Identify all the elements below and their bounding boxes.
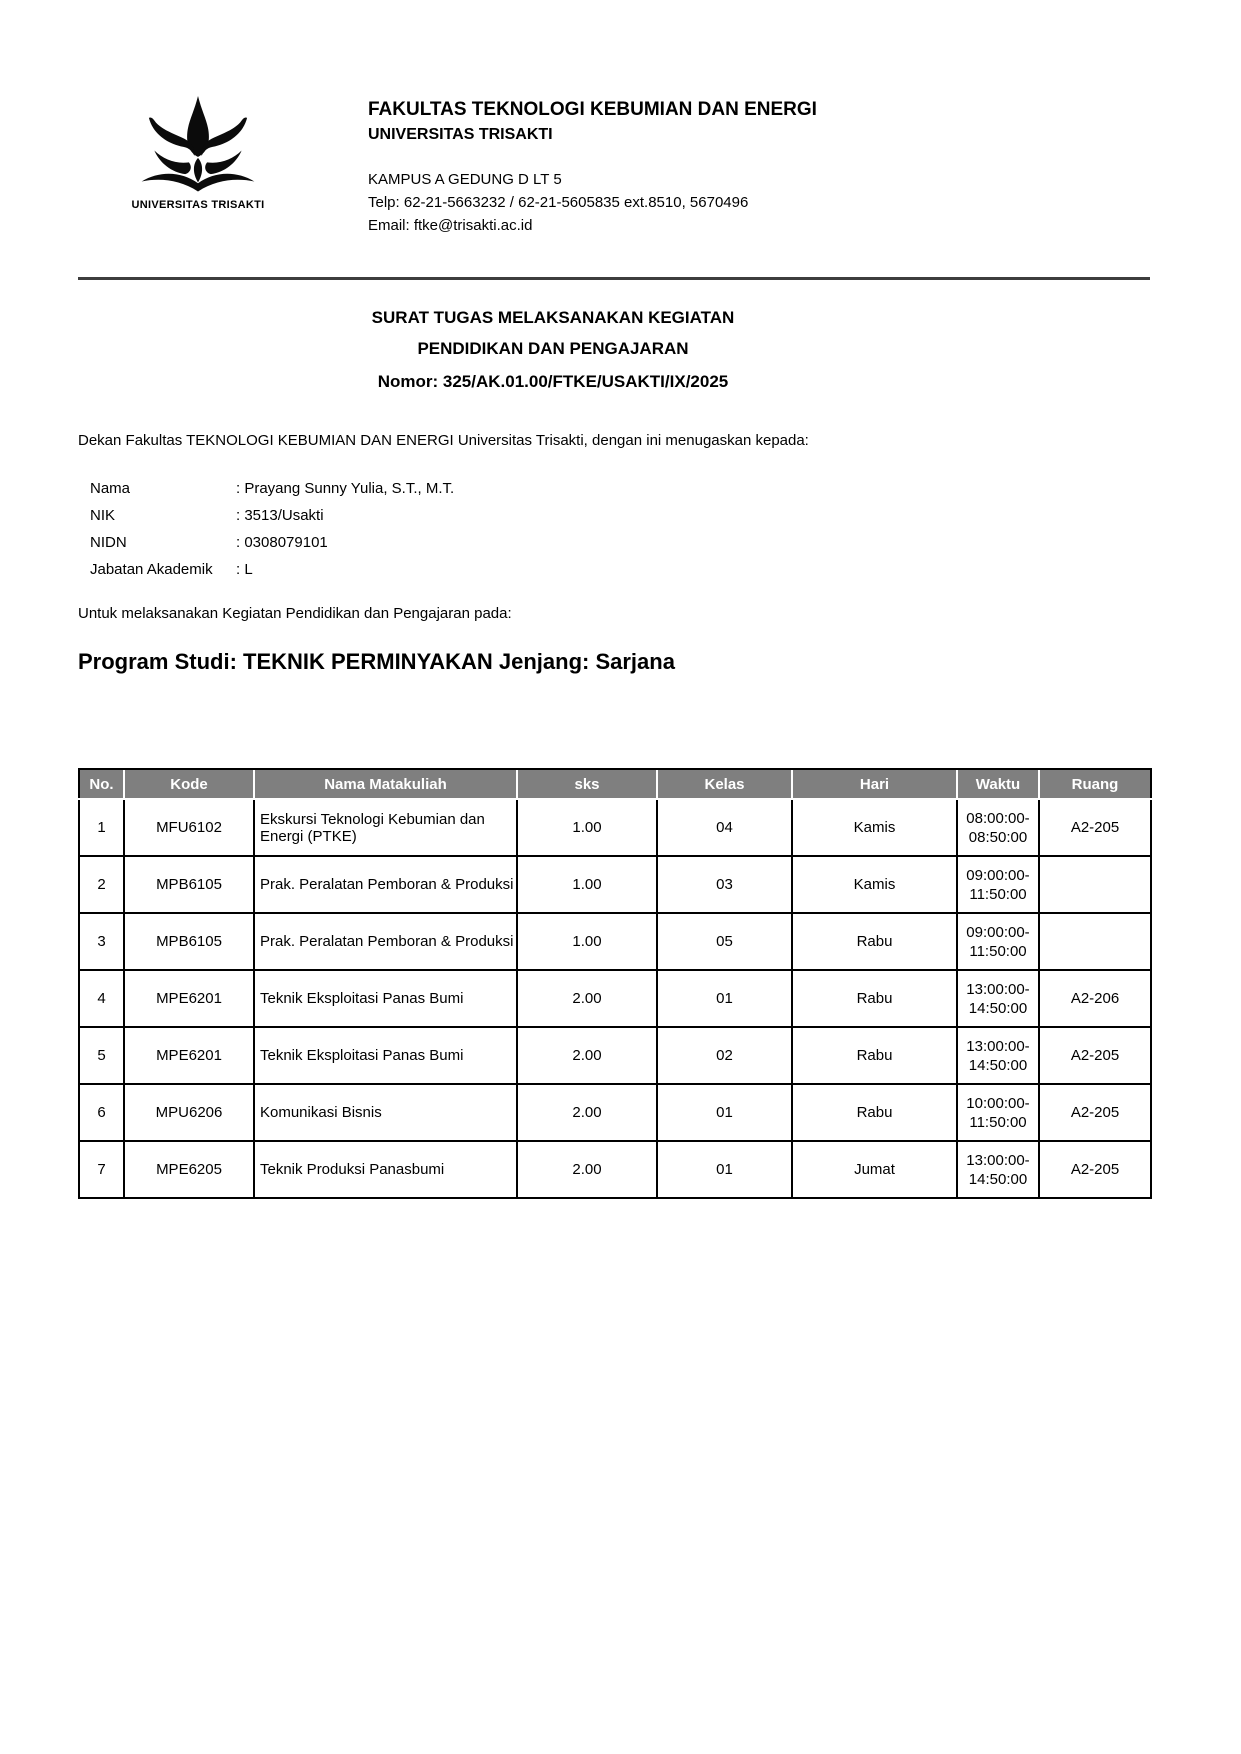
cell-nama: Komunikasi Bisnis xyxy=(254,1084,517,1141)
field-value: : Prayang Sunny Yulia, S.T., M.T. xyxy=(236,480,455,497)
cell-nama: Teknik Produksi Panasbumi xyxy=(254,1141,517,1198)
table-row xyxy=(79,1141,1151,1198)
program-heading: Program Studi: TEKNIK PERMINYAKAN Jenjang: Sarjana xyxy=(78,649,675,674)
cell-kode: MPB6105 xyxy=(124,913,254,970)
cell-hari: Jumat xyxy=(792,1141,957,1198)
column-header-kelas: Kelas xyxy=(657,769,792,799)
cell-sks: 2.00 xyxy=(517,970,657,1027)
cell-sks: 2.00 xyxy=(517,1027,657,1084)
cell-no: 2 xyxy=(79,856,124,913)
cell-kelas: 01 xyxy=(657,970,792,1027)
purpose-paragraph: Untuk melaksanakan Kegiatan Pendidikan dan Pengajaran pada: xyxy=(78,605,512,622)
column-header-nama: Nama Matakuliah xyxy=(254,769,517,799)
table-row xyxy=(79,913,1151,970)
cell-hari: Rabu xyxy=(792,913,957,970)
field-label: NIDN xyxy=(90,534,127,551)
field-row-nik xyxy=(90,502,1150,529)
cell-waktu: 09:00:00-11:50:00 xyxy=(957,856,1039,913)
column-header-kode: Kode xyxy=(124,769,254,799)
letter-title-line2: PENDIDIKAN DAN PENGAJARAN xyxy=(417,339,689,358)
cell-no: 6 xyxy=(79,1084,124,1141)
phone-line: Telp: 62-21-5663232 / 62-21-5605835 ext.8510, 5670496 xyxy=(368,194,749,211)
cell-ruang: A2-205 xyxy=(1039,1141,1151,1198)
cell-waktu: 10:00:00-11:50:00 xyxy=(957,1084,1039,1141)
table-body xyxy=(79,799,1151,1198)
column-header-sks: sks xyxy=(517,769,657,799)
cell-kelas: 02 xyxy=(657,1027,792,1084)
cell-kelas: 04 xyxy=(657,799,792,856)
recipient-fields xyxy=(78,475,1150,583)
cell-kode: MPB6105 xyxy=(124,856,254,913)
cell-kode: MPE6205 xyxy=(124,1141,254,1198)
column-header-hari: Hari xyxy=(792,769,957,799)
cell-waktu: 08:00:00-08:50:00 xyxy=(957,799,1039,856)
contact-block xyxy=(368,168,817,237)
column-header-no: No. xyxy=(79,769,124,799)
cell-ruang: A2-205 xyxy=(1039,1027,1151,1084)
cell-sks: 1.00 xyxy=(517,856,657,913)
field-value: : 3513/Usakti xyxy=(236,507,324,524)
cell-no: 5 xyxy=(79,1027,124,1084)
letter-title-line1: SURAT TUGAS MELAKSANAKAN KEGIATAN xyxy=(371,308,735,327)
cell-hari: Kamis xyxy=(792,799,957,856)
cell-sks: 1.00 xyxy=(517,799,657,856)
table-head xyxy=(79,769,1151,799)
column-header-ruang: Ruang xyxy=(1039,769,1151,799)
cell-nama: Teknik Eksploitasi Panas Bumi xyxy=(254,1027,517,1084)
field-label: NIK xyxy=(90,507,116,524)
email-line: Email: ftke@trisakti.ac.id xyxy=(368,217,533,234)
cell-waktu: 13:00:00-14:50:00 xyxy=(957,1141,1039,1198)
cell-sks: 1.00 xyxy=(517,913,657,970)
letterhead xyxy=(78,96,1150,237)
field-row-jabatan xyxy=(90,556,1150,583)
cell-kode: MPU6206 xyxy=(124,1084,254,1141)
cell-ruang: A2-205 xyxy=(1039,1084,1151,1141)
cell-hari: Kamis xyxy=(792,856,957,913)
cell-ruang xyxy=(1039,856,1151,913)
cell-no: 1 xyxy=(79,799,124,856)
cell-no: 3 xyxy=(79,913,124,970)
letter-title xyxy=(78,302,1028,397)
cell-ruang: A2-206 xyxy=(1039,970,1151,1027)
field-row-nidn xyxy=(90,529,1150,556)
cell-nama: Prak. Peralatan Pemboran & Produksi xyxy=(254,856,517,913)
cell-waktu: 13:00:00-14:50:00 xyxy=(957,1027,1039,1084)
cell-sks: 2.00 xyxy=(517,1141,657,1198)
cell-kelas: 01 xyxy=(657,1084,792,1141)
cell-ruang: A2-205 xyxy=(1039,799,1151,856)
letterhead-divider xyxy=(78,277,1150,280)
intro-paragraph: Dekan Fakultas TEKNOLOGI KEBUMIAN DAN ENERGI Universitas Trisakti, dengan ini menugaskan kepada: xyxy=(78,432,809,449)
courses-table xyxy=(78,768,1152,1199)
cell-waktu: 13:00:00-14:50:00 xyxy=(957,970,1039,1027)
field-row-nama xyxy=(90,475,1150,502)
cell-nama: Ekskursi Teknologi Kebumian dan Energi (PTKE) xyxy=(254,799,517,856)
field-value: : L xyxy=(236,561,253,578)
table-row xyxy=(79,799,1151,856)
cell-nama: Teknik Eksploitasi Panas Bumi xyxy=(254,970,517,1027)
campus-address: KAMPUS A GEDUNG D LT 5 xyxy=(368,171,562,188)
cell-hari: Rabu xyxy=(792,970,957,1027)
cell-kelas: 05 xyxy=(657,913,792,970)
faculty-name: FAKULTAS TEKNOLOGI KEBUMIAN DAN ENERGI xyxy=(368,99,817,120)
cell-kode: MPE6201 xyxy=(124,1027,254,1084)
cell-kelas: 01 xyxy=(657,1141,792,1198)
cell-kelas: 03 xyxy=(657,856,792,913)
cell-sks: 2.00 xyxy=(517,1084,657,1141)
field-label: Jabatan Akademik xyxy=(90,561,213,578)
cell-hari: Rabu xyxy=(792,1027,957,1084)
table-row xyxy=(79,1027,1151,1084)
cell-kode: MFU6102 xyxy=(124,799,254,856)
table-row xyxy=(79,1084,1151,1141)
table-header-row xyxy=(79,769,1151,799)
cell-ruang xyxy=(1039,913,1151,970)
letterhead-info xyxy=(368,96,817,237)
logo-caption: UNIVERSITAS TRISAKTI xyxy=(131,199,265,211)
cell-waktu: 09:00:00-11:50:00 xyxy=(957,913,1039,970)
field-value: : 0308079101 xyxy=(236,534,328,551)
university-logo xyxy=(78,96,318,211)
cell-no: 4 xyxy=(79,970,124,1027)
table-row xyxy=(79,970,1151,1027)
cell-nama: Prak. Peralatan Pemboran & Produksi xyxy=(254,913,517,970)
trisakti-trident-icon xyxy=(123,96,273,196)
university-name: UNIVERSITAS TRISAKTI xyxy=(368,126,553,143)
table-row xyxy=(79,856,1151,913)
column-header-waktu: Waktu xyxy=(957,769,1039,799)
cell-hari: Rabu xyxy=(792,1084,957,1141)
letter-number: Nomor: 325/AK.01.00/FTKE/USAKTI/IX/2025 xyxy=(377,372,729,391)
field-label: Nama xyxy=(90,480,131,497)
cell-no: 7 xyxy=(79,1141,124,1198)
cell-kode: MPE6201 xyxy=(124,970,254,1027)
